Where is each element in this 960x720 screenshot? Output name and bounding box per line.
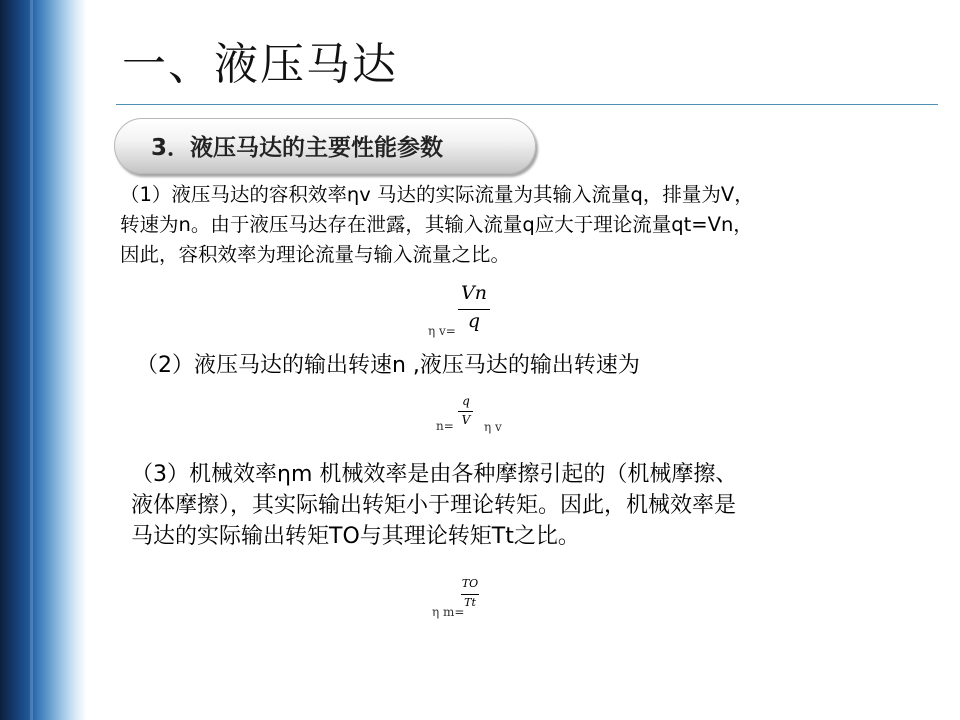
fraction-bar bbox=[461, 594, 479, 595]
fraction-bar bbox=[458, 411, 473, 412]
equation-numerator: TO bbox=[461, 577, 479, 590]
title-divider bbox=[116, 104, 938, 105]
equation-denominator: q bbox=[467, 310, 481, 332]
equation-eta-v bbox=[428, 282, 498, 344]
paragraph-line: 马达的实际输出转矩TO与其理论转矩Tt之比。 bbox=[131, 524, 580, 549]
paragraph-mechanical-efficiency bbox=[131, 459, 737, 552]
equation-label: η v= bbox=[428, 324, 456, 338]
equation-eta-m bbox=[432, 577, 502, 623]
paragraph-line: 因此，容积效率为理论流量与输入流量之比。 bbox=[120, 243, 511, 266]
decorative-sidebar bbox=[0, 0, 86, 720]
equation-numerator: q bbox=[462, 394, 470, 408]
equation-n bbox=[436, 394, 516, 438]
equation-label: n= bbox=[436, 419, 454, 433]
paragraph-line: 液体摩擦），其实际输出转矩小于理论转矩。因此，机械效率是 bbox=[131, 493, 737, 518]
paragraph-line: （1）液压马达的容积效率ηv 马达的实际流量为其输入流量q，排量为V， bbox=[120, 183, 754, 206]
equation-numerator: Vn bbox=[461, 282, 487, 304]
paragraph-volumetric-efficiency bbox=[120, 180, 754, 270]
paragraph-output-speed bbox=[136, 351, 640, 381]
sidebar-stripe bbox=[30, 0, 33, 720]
paragraph-line: （2）液压马达的输出转速n ,液压马达的输出转速为 bbox=[136, 353, 640, 378]
slide-title: 一、液压马达 bbox=[122, 39, 398, 90]
paragraph-line: （3）机械效率ηm 机械效率是由各种摩擦引起的（机械摩擦、 bbox=[131, 462, 738, 487]
section-heading: 3．液压马达的主要性能参数 bbox=[151, 135, 444, 161]
equation-denominator: V bbox=[461, 413, 471, 427]
equation-label: η m= bbox=[432, 605, 465, 619]
equation-suffix: η v bbox=[484, 420, 502, 434]
section-heading-pill bbox=[114, 118, 536, 174]
equation-denominator: Tt bbox=[464, 596, 476, 609]
paragraph-line: 转速为n。由于液压马达存在泄露，其输入流量q应大于理论流量qt=Vn， bbox=[120, 213, 753, 236]
